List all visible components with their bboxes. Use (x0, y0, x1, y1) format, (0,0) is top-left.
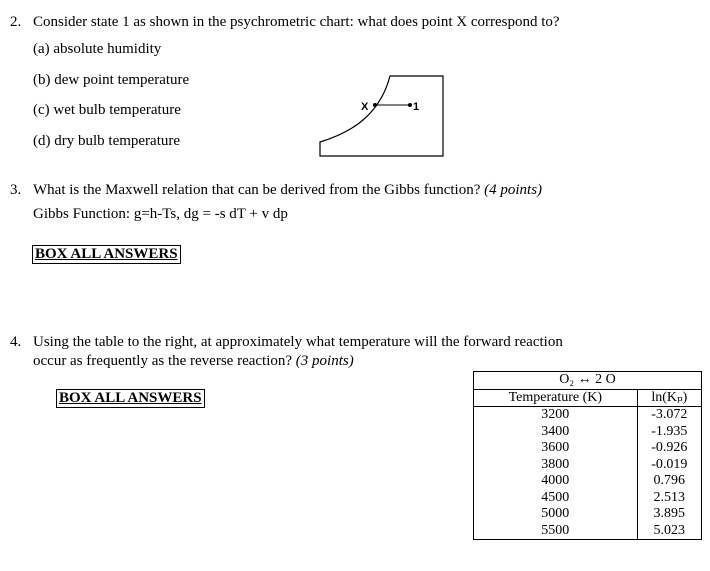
q3-subtext: Gibbs Function: g=h-Ts, dg = -s dT + v dp (33, 206, 288, 222)
q4-points: (3 points) (295, 353, 354, 369)
table-row (474, 523, 702, 540)
q2-option-a: (a) absolute humidity (33, 41, 162, 57)
lnkp-cell: 3.895 (637, 506, 701, 523)
temperature-cell: 4500 (474, 490, 638, 507)
q4-text-line1: Using the table to the right, at approximately what temperature will the forward reaction (33, 334, 563, 350)
q4-number: 4. (10, 334, 22, 350)
q2-number: 2. (10, 14, 22, 30)
temperature-cell: 3200 (474, 407, 638, 424)
lnkp-cell: 2.513 (637, 490, 701, 507)
point-1-label: 1 (413, 101, 420, 113)
temperature-cell: 3800 (474, 457, 638, 474)
lnkp-cell: -0.926 (637, 440, 701, 457)
q2-text: Consider state 1 as shown in the psychrometric chart: what does point X correspond to? (33, 14, 560, 30)
kp-table-body (474, 407, 702, 540)
temperature-cell: 3600 (474, 440, 638, 457)
kp-table-title: O₂ ↔ 2 O (474, 372, 702, 390)
q3-text: What is the Maxwell relation that can be derived from the Gibbs function? (33, 182, 481, 198)
lnkp-cell: 0.796 (637, 473, 701, 490)
point-1-marker (408, 103, 412, 107)
lnkp-cell: -1.935 (637, 424, 701, 441)
table-row (474, 490, 702, 507)
temperature-cell: 4000 (474, 473, 638, 490)
table-row (474, 457, 702, 474)
table-row (474, 407, 702, 424)
q3-box-answers-label: BOX ALL ANSWERS (32, 245, 181, 264)
kp-table-header-lnkp: ln(Kₚ) (637, 389, 701, 407)
lnkp-cell: 5.023 (637, 523, 701, 540)
q4-text-line2: occur as frequently as the reverse reaction? (33, 353, 293, 369)
table-row (474, 506, 702, 523)
point-x-label: X (361, 101, 369, 113)
psychrometric-chart-diagram (318, 72, 448, 160)
temperature-cell: 5500 (474, 523, 638, 540)
q3-number: 3. (10, 182, 22, 198)
table-row (474, 440, 702, 457)
table-row (474, 473, 702, 490)
q3-points: (4 points) (484, 182, 543, 198)
q2-option-c: (c) wet bulb temperature (33, 102, 181, 118)
table-row (474, 424, 702, 441)
q2-option-d: (d) dry bulb temperature (33, 133, 181, 149)
q4-question-line2 (33, 353, 354, 370)
q3-question (33, 182, 542, 199)
temperature-cell: 5000 (474, 506, 638, 523)
temperature-cell: 3400 (474, 424, 638, 441)
point-x-marker (373, 103, 377, 107)
kp-table (473, 371, 702, 540)
q2-option-b: (b) dew point temperature (33, 72, 190, 88)
lnkp-cell: -0.019 (637, 457, 701, 474)
chart-outline (320, 76, 443, 156)
kp-table-header-temperature: Temperature (K) (474, 389, 638, 407)
lnkp-cell: -3.072 (637, 407, 701, 424)
q4-box-answers-label: BOX ALL ANSWERS (56, 389, 205, 408)
